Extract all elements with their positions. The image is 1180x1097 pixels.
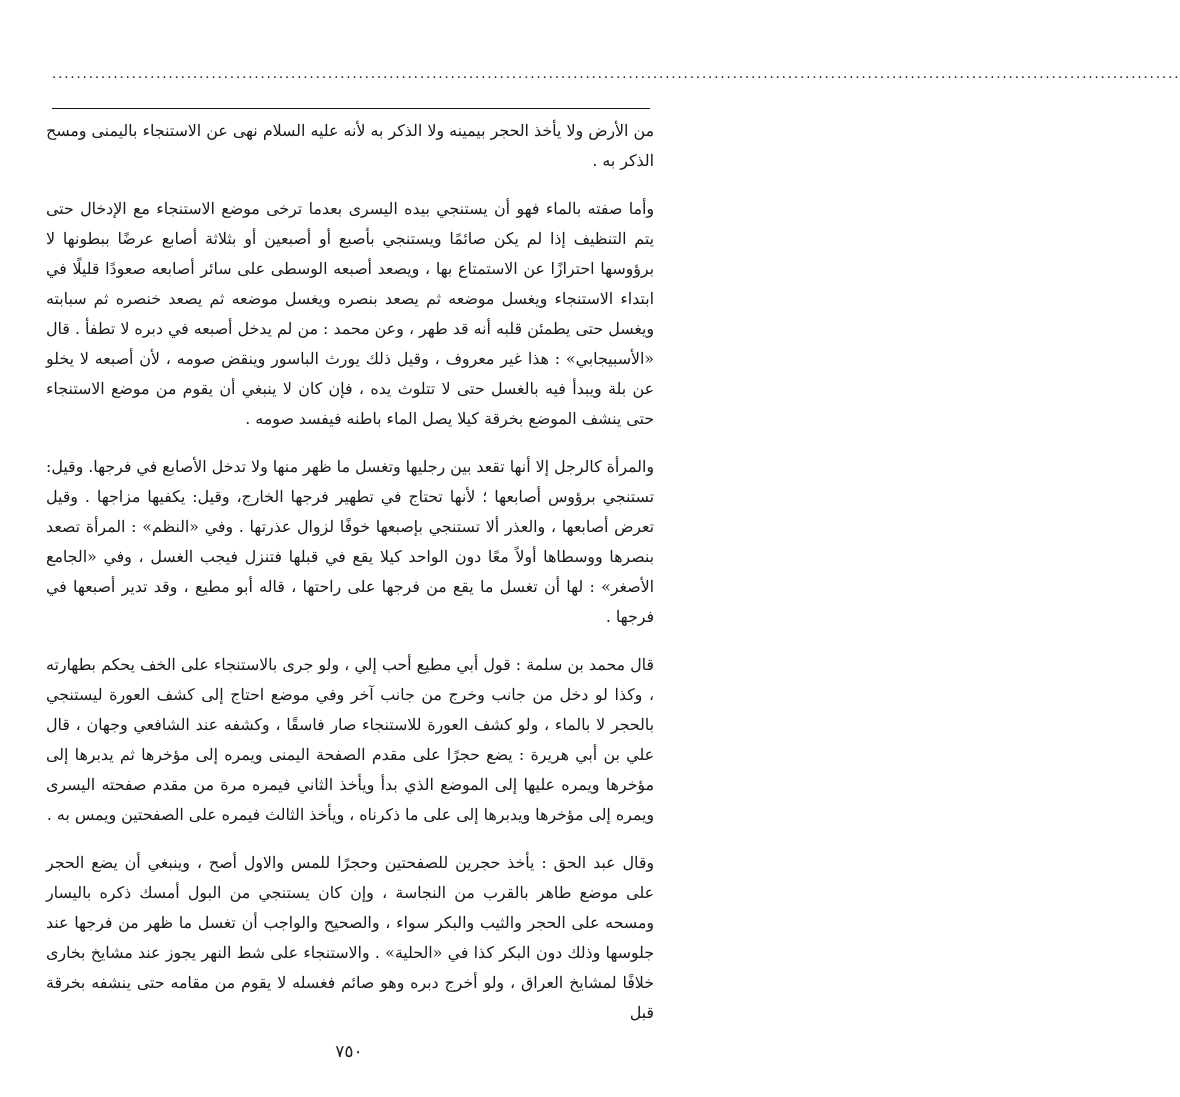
page-number: ٧٥٠	[335, 1042, 363, 1062]
header-rule	[52, 108, 650, 109]
paragraph-5: وقال عبد الحق : يأخذ حجرين للصفحتين وحجرًا للمس والاول أصح ، وينبغي أن يضع الحجر على موضع طاهر بالقرب من النجاسة ، وإن كان يستنجي من البول أمسك ذكره باليسار ومسحه على الحجر والثيب والبكر سواء ، والصحيح والواجب أن تغسل ما ظهر من فرجها عند جلوسها وذلك دون البكر كذا في «الحلية» . والاستنجاء على شط النهر يجوز عند مشايخ بخارى خلافًا لمشايخ العراق ، ولو أخرج دبره وهو صائم فغسله لا يقوم من مقامه حتى ينشفه بخرقة قبل	[46, 853, 654, 1022]
header-dotted-leader: ........................................................................................................................................................................................	[52, 67, 1180, 82]
paragraph-2: وأما صفته بالماء فهو أن يستنجي بيده اليسرى بعدما ترخى موضع الاستنجاء مع الإدخال حتى يتم التنظيف إذا لم يكن صائمًا ويستنجي بأصبع أو أصبعين أو بثلاثة أصابع عرضًا ببطونها لا برؤوسها احترازًا عن الاستمتاع بها ، ويصعد أصبعه الوسطى على سائر أصابعه صعودًا قليلًا في ابتداء الاستنجاء ويغسل موضعه ثم يصعد بنصره ويغسل موضعه ثم يصعد خنصره ثم سبابته ويغسل حتى يطمئن قلبه أنه قد طهر ، وعن محمد : من لم يدخل أصبعه في دبره لا تطفأ . قال «الأسبيجابي» : هذا غير معروف ، وقيل ذلك يورث الباسور وينقض صومه ، لأن أصبعه لا يخلو عن بلة ويبدأ فيه بالغسل حتى لا تتلوث يده ، فإن كان لا ينبغي أن يقوم من موضع الاستنجاء حتى ينشف الموضع بخرقة كيلا يصل الماء باطنه فيفسد صومه .	[46, 199, 654, 428]
paragraph-1: من الأرض ولا يأخذ الحجر بيمينه ولا الذكر به لأنه عليه السلام نهى عن الاستنجاء باليمنى ومسح الذكر به .	[46, 121, 654, 170]
body-text	[46, 116, 654, 1036]
paragraph-4: قال محمد بن سلمة : قول أبي مطيع أحب إلي ، ولو جرى بالاستنجاء على الخف يحكم بطهارته ، وكذا لو دخل من جانب وخرج من جانب آخر وفي موضع احتاج إلى كشف العورة ليستنجي بالحجر لا بالماء ، ولو كشف العورة للاستنجاء صار فاسقًا ، وكشفه عند الشافعي وجهان ، قال علي بن أبي هريرة : يضع حجرًا على مقدم الصفحة اليمنى ويمره إلى مؤخرها ثم يدبرها إلى مؤخرها ويمره عليها إلى الموضع الذي بدأ ويأخذ الثاني فيمره مرة من مقدم صفحته اليسرى ويمره إلى مؤخرها ويدبرها إلى على ما ذكرناه ، ويأخذ الثالث فيمره على الصفحتين ويمس به .	[46, 655, 654, 824]
paragraph-3: والمرأة كالرجل إلا أنها تقعد بين رجليها وتغسل ما ظهر منها ولا تدخل الأصابع في فرجها. وقيل: تستنجي برؤوس أصابعها ؛ لأنها تحتاج في تطهير فرجها الخارج، وقيل: يكفيها مزاجها . وقيل تعرض أصابعها ، والعذر ألا تستنجي بإصبعها خوفًا لزوال عذرتها . وفي «النظم» : المرأة تصعد بنصرها ووسطاها أولاً معًا دون الواحد كيلا يقع في قبلها فتنزل فيجب الغسل ، وفي «الجامع الأصغر» : لها أن تغسل ما يقع من فرجها على راحتها ، قاله أبو مطيع ، وقد تدير أصبعها في فرجها .	[46, 457, 654, 626]
